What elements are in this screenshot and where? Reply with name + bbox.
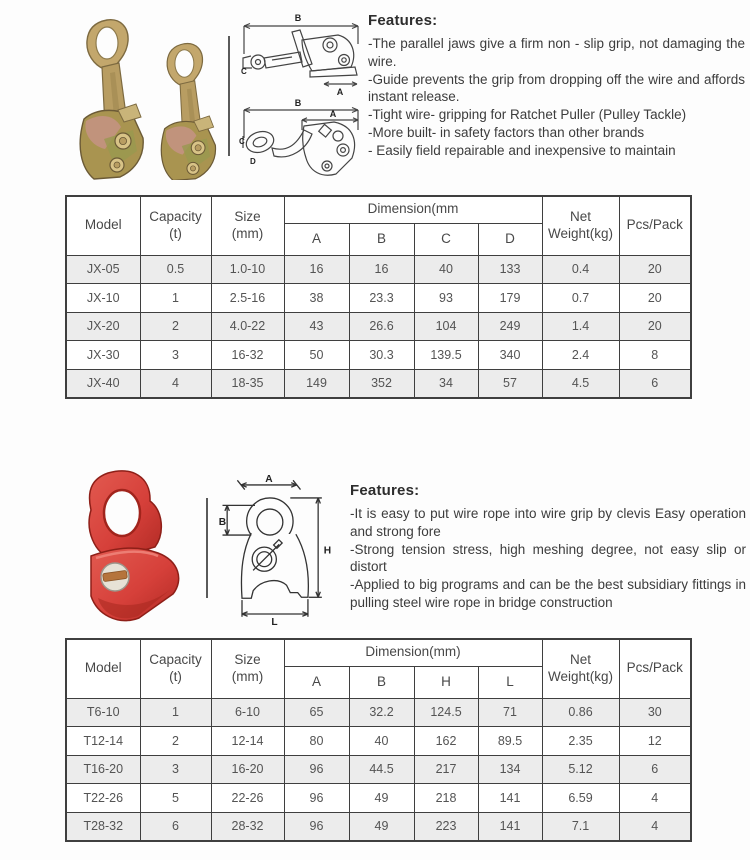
table-cell: 6-10 <box>211 698 284 727</box>
t-spec-table <box>65 638 692 842</box>
dim-label-c2: C <box>239 137 245 146</box>
table-cell: 32.2 <box>349 698 414 727</box>
table-cell: 133 <box>478 255 542 284</box>
t-features <box>350 482 746 612</box>
t-product-photo <box>78 466 196 630</box>
table-cell: 5 <box>140 784 211 813</box>
table-cell: 223 <box>414 812 478 841</box>
table-cell: 89.5 <box>478 727 542 756</box>
col-weight-line1: Net <box>570 208 592 224</box>
dim-label-l: L <box>271 617 278 629</box>
table-cell: JX-10 <box>66 284 140 313</box>
table-row <box>66 284 691 313</box>
table-cell: 0.86 <box>542 698 619 727</box>
table-cell: 16-32 <box>211 341 284 370</box>
section1-divider-line <box>228 36 230 156</box>
table-cell: 0.4 <box>542 255 619 284</box>
table-cell: 4 <box>619 812 691 841</box>
table-cell: JX-30 <box>66 341 140 370</box>
dim-label-a: A <box>265 474 273 486</box>
table-cell: 6 <box>619 369 691 398</box>
table-row <box>66 255 691 284</box>
col-capacity <box>140 639 211 698</box>
col-model: Model <box>66 639 140 698</box>
table-cell: 20 <box>619 284 691 313</box>
feature-item: -Strong tension stress, high meshing degree, not easy slip or distort <box>350 541 746 575</box>
feature-item: -The parallel jaws give a firm non - slip grip, not damaging the wire. <box>368 36 745 69</box>
col-capacity-line1: Capacity <box>149 208 202 224</box>
col-pcs-pack: Pcs/Pack <box>619 639 691 698</box>
clamp-large <box>80 20 143 179</box>
table-cell: 0.7 <box>542 284 619 313</box>
features-list <box>368 35 745 160</box>
table-cell: 2 <box>140 727 211 756</box>
feature-item: - Easily field repairable and inexpensive to maintain <box>368 142 676 158</box>
table-cell: 93 <box>414 284 478 313</box>
table-cell: 18-35 <box>211 369 284 398</box>
dim-label-c: C <box>241 67 247 76</box>
table-cell: 149 <box>284 369 349 398</box>
table-cell: 1.0-10 <box>211 255 284 284</box>
table-cell: 12 <box>619 727 691 756</box>
table-cell: 49 <box>349 784 414 813</box>
features-title-2: Features: <box>350 482 420 499</box>
table-cell: 6.59 <box>542 784 619 813</box>
col-capacity-line2: (t) <box>169 225 182 241</box>
table-cell: 0.5 <box>140 255 211 284</box>
col-dim-d: D <box>478 223 542 255</box>
table-cell: T12-14 <box>66 727 140 756</box>
table-row <box>66 727 691 756</box>
table-cell: 4 <box>619 784 691 813</box>
table-row <box>66 698 691 727</box>
t-dimension-diagram <box>216 468 346 630</box>
table-cell: 104 <box>414 312 478 341</box>
clamp-small <box>161 43 215 180</box>
table-cell: 141 <box>478 784 542 813</box>
table-cell: T16-20 <box>66 755 140 784</box>
feature-item: -Guide prevents the grip from dropping off the wire and affords instant release. <box>368 71 745 105</box>
col-weight-line2: Weight(kg) <box>548 225 614 241</box>
feature-item: -More built- in safety factors than other brands <box>368 125 645 141</box>
table-cell: 34 <box>414 369 478 398</box>
table-cell: 8 <box>619 341 691 370</box>
table-cell: 49 <box>349 812 414 841</box>
wire-grip-clamps-image <box>62 12 237 180</box>
table-cell: 80 <box>284 727 349 756</box>
table-cell: 22-26 <box>211 784 284 813</box>
jx-features <box>368 12 745 160</box>
table-cell: 2.4 <box>542 341 619 370</box>
table-cell: 1 <box>140 698 211 727</box>
table-row <box>66 312 691 341</box>
table-cell: 40 <box>349 727 414 756</box>
table-cell: JX-40 <box>66 369 140 398</box>
table-cell: 43 <box>284 312 349 341</box>
table-cell: 5.12 <box>542 755 619 784</box>
table-cell: 179 <box>478 284 542 313</box>
table-cell: 217 <box>414 755 478 784</box>
col-size-line2: (mm) <box>231 225 264 241</box>
table-cell: 20 <box>619 255 691 284</box>
table-cell: 1.4 <box>542 312 619 341</box>
col-capacity-line1: Capacity <box>149 651 202 667</box>
dim-label-b: B <box>218 516 227 528</box>
table-cell: JX-05 <box>66 255 140 284</box>
col-dim-l: L <box>478 666 542 698</box>
col-weight-line2: Weight(kg) <box>548 668 614 684</box>
dim-label-d: D <box>250 157 256 166</box>
col-dim-c: C <box>414 223 478 255</box>
table-cell: 65 <box>284 698 349 727</box>
table-cell: 57 <box>478 369 542 398</box>
col-pcs-pack: Pcs/Pack <box>619 196 691 255</box>
table-cell: 16-20 <box>211 755 284 784</box>
jx-technical-drawing <box>238 8 364 184</box>
table-cell: 139.5 <box>414 341 478 370</box>
table-cell: 134 <box>478 755 542 784</box>
col-dim-a: A <box>284 666 349 698</box>
table-cell: 6 <box>140 812 211 841</box>
dim-label-h: H <box>323 545 332 557</box>
table-cell: 30.3 <box>349 341 414 370</box>
feature-item: -Tight wire- gripping for Ratchet Puller (Pulley Tackle) <box>368 107 687 123</box>
dim-label-a2: A <box>329 109 337 119</box>
table-cell: 2.35 <box>542 727 619 756</box>
t-spec-table-wrap <box>65 638 692 842</box>
table-cell: 352 <box>349 369 414 398</box>
table-cell: 26.6 <box>349 312 414 341</box>
features-title: Features: <box>368 12 438 29</box>
table-cell: 2.5-16 <box>211 284 284 313</box>
table-cell: 12-14 <box>211 727 284 756</box>
col-net-weight <box>542 639 619 698</box>
table-cell: 96 <box>284 755 349 784</box>
table-row <box>66 369 691 398</box>
col-size <box>211 639 284 698</box>
table-cell: 38 <box>284 284 349 313</box>
table-cell: 4.0-22 <box>211 312 284 341</box>
jx-product-photo <box>62 12 237 180</box>
table-cell: 218 <box>414 784 478 813</box>
t-table-body <box>66 698 691 841</box>
table-cell: 249 <box>478 312 542 341</box>
section2-divider-line <box>206 498 208 598</box>
features-list-2 <box>350 505 746 612</box>
col-capacity-line2: (t) <box>169 668 182 684</box>
table-cell: 340 <box>478 341 542 370</box>
jx-table-body <box>66 255 691 398</box>
dim-label-b2: B <box>294 98 302 108</box>
col-dim-b: B <box>349 666 414 698</box>
table-row <box>66 812 691 841</box>
table-cell: 6 <box>619 755 691 784</box>
col-dim-h: H <box>414 666 478 698</box>
jx-dimension-diagram <box>238 8 364 184</box>
table-cell: 96 <box>284 812 349 841</box>
table-cell: 96 <box>284 784 349 813</box>
jx-spec-table-wrap <box>65 195 692 399</box>
col-dim-b: B <box>349 223 414 255</box>
col-size-line1: Size <box>234 208 261 224</box>
table-cell: 162 <box>414 727 478 756</box>
col-net-weight <box>542 196 619 255</box>
col-capacity <box>140 196 211 255</box>
table-cell: 23.3 <box>349 284 414 313</box>
t-technical-drawing <box>216 468 346 630</box>
table-cell: 141 <box>478 812 542 841</box>
dim-label-a: A <box>336 87 344 97</box>
table-cell: 3 <box>140 755 211 784</box>
table-cell: 71 <box>478 698 542 727</box>
table-cell: T28-32 <box>66 812 140 841</box>
table-cell: 1 <box>140 284 211 313</box>
eye-hole <box>104 490 140 536</box>
jx-spec-table <box>65 195 692 399</box>
table-row <box>66 755 691 784</box>
table-cell: 16 <box>284 255 349 284</box>
table-cell: 40 <box>414 255 478 284</box>
dim-label-b: B <box>294 13 302 23</box>
table-row <box>66 341 691 370</box>
table-row <box>66 784 691 813</box>
table-cell: 50 <box>284 341 349 370</box>
jx-drawing-top <box>241 13 358 97</box>
table-cell: 20 <box>619 312 691 341</box>
feature-item: -It is easy to put wire rope into wire grip by clevis Easy operation and strong fore <box>350 506 746 539</box>
col-dimension: Dimension(mm <box>284 196 542 223</box>
table-cell: JX-20 <box>66 312 140 341</box>
col-model: Model <box>66 196 140 255</box>
table-cell: 3 <box>140 341 211 370</box>
table-cell: 16 <box>349 255 414 284</box>
table-cell: 30 <box>619 698 691 727</box>
col-size-line2: (mm) <box>231 668 264 684</box>
table-cell: 4.5 <box>542 369 619 398</box>
table-cell: 7.1 <box>542 812 619 841</box>
col-dim-a: A <box>284 223 349 255</box>
col-weight-line1: Net <box>570 651 592 667</box>
table-cell: 4 <box>140 369 211 398</box>
feature-item: -Applied to big programs and can be the best subsidiary fittings in pulling steel wire rope in bridge construction <box>350 577 746 611</box>
table-cell: T22-26 <box>66 784 140 813</box>
col-size-line1: Size <box>234 651 261 667</box>
table-cell: T6-10 <box>66 698 140 727</box>
red-clamp-image <box>78 466 196 630</box>
table-cell: 28-32 <box>211 812 284 841</box>
col-dimension: Dimension(mm) <box>284 639 542 666</box>
table-cell: 124.5 <box>414 698 478 727</box>
jx-drawing-bottom <box>239 98 358 175</box>
col-size <box>211 196 284 255</box>
table-cell: 2 <box>140 312 211 341</box>
table-cell: 44.5 <box>349 755 414 784</box>
